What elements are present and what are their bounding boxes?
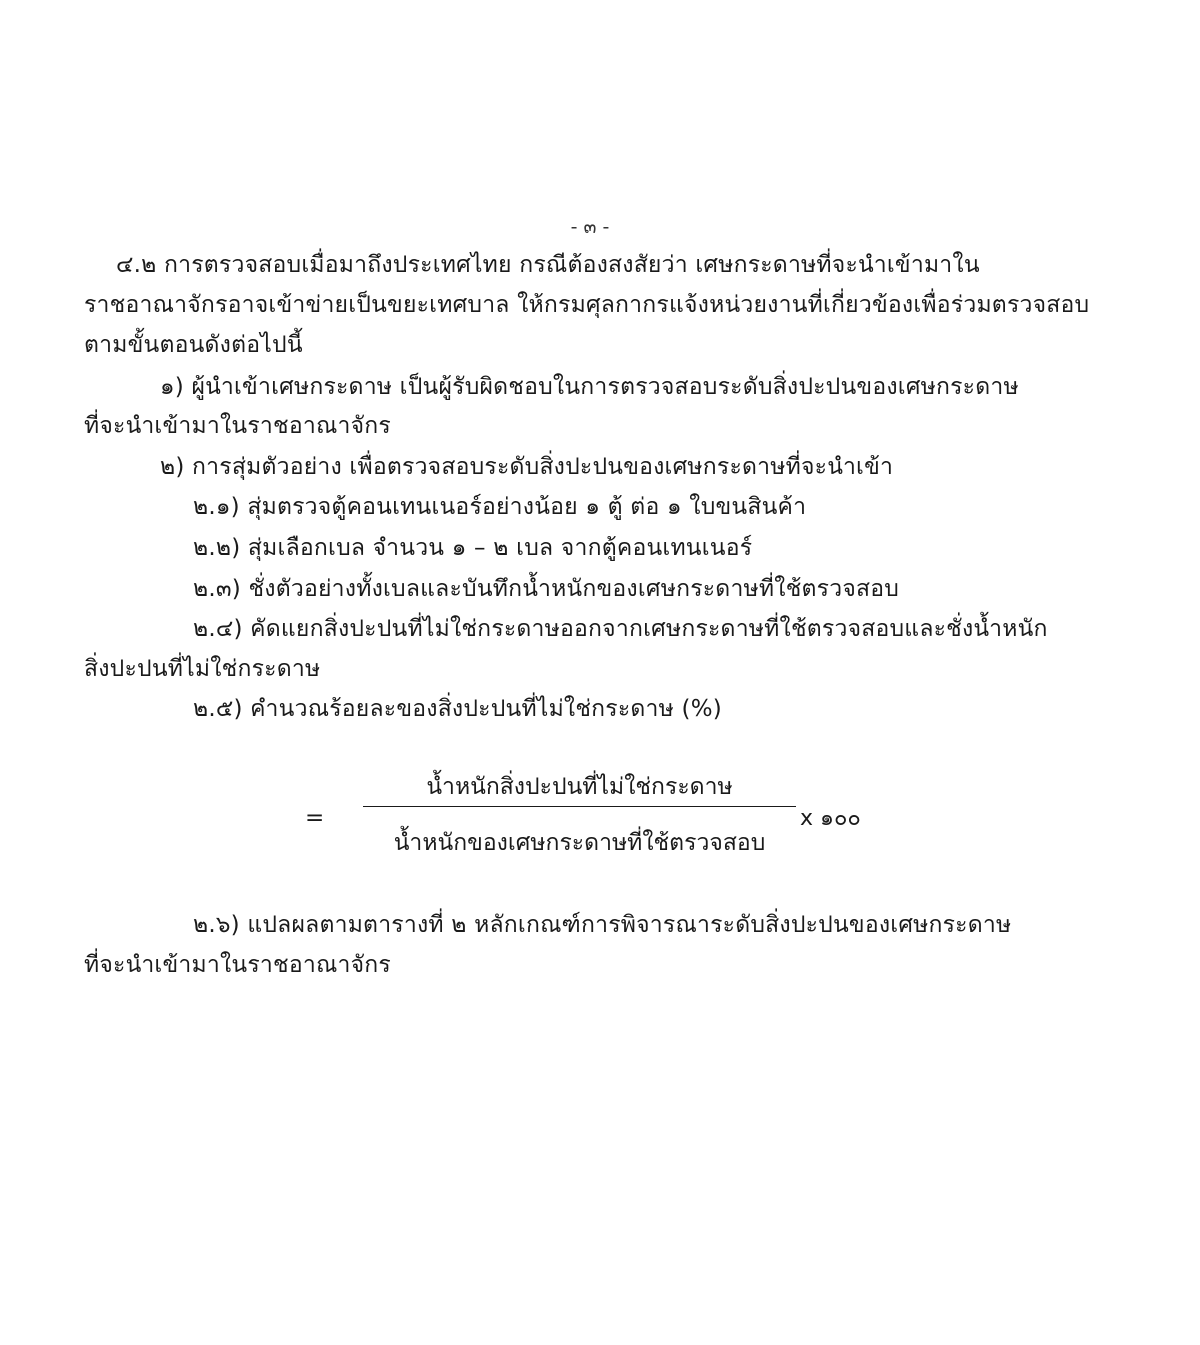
item-2-6-line-1: ๒.๖) แปลผลตามตารางที่ ๒ หลักเกณฑ์การพิจารณาระดับสิ่งปะปนของเศษกระดาษ (193, 912, 1012, 938)
item-2-3: ๒.๓) ชั่งตัวอย่างทั้งเบลและบันทึกน้ำหนักของเศษกระดาษที่ใช้ตรวจสอบ (193, 576, 900, 602)
item-2-6-line-2: ที่จะนำเข้ามาในราชอาณาจักร (84, 952, 391, 978)
item-2-2: ๒.๒) สุ่มเลือกเบล จำนวน ๑ – ๒ เบล จากตู้คอนเทนเนอร์ (193, 535, 753, 561)
section-4-2-line-2: ราชอาณาจักรอาจเข้าข่ายเป็นขยะเทศบาล ให้กรมศุลกากรแจ้งหน่วยงานที่เกี่ยวข้องเพื่อร่วมตรวจสอบ (84, 292, 1090, 318)
item-2-5: ๒.๕) คำนวณร้อยละของสิ่งปะปนที่ไม่ใช่กระดาษ (%) (193, 696, 722, 722)
item-1-line-2: ที่จะนำเข้ามาในราชอาณาจักร (84, 413, 391, 439)
formula-equals-sign: = (305, 805, 325, 831)
section-4-2-line-1: ๔.๒ การตรวจสอบเมื่อมาถึงประเทศไทย กรณีต้องสงสัยว่า เศษกระดาษที่จะนำเข้ามาใน (116, 252, 980, 278)
item-2-1: ๒.๑) สุ่มตรวจตู้คอนเทนเนอร์อย่างน้อย ๑ ตู้ ต่อ ๑ ใบขนสินค้า (193, 494, 807, 520)
formula-fraction-bar (363, 806, 796, 807)
formula-denominator: น้ำหนักของเศษกระดาษที่ใช้ตรวจสอบ (393, 830, 766, 856)
formula-numerator: น้ำหนักสิ่งปะปนที่ไม่ใช่กระดาษ (426, 774, 733, 800)
formula-multiplier: x ๑๐๐ (800, 806, 861, 831)
item-1-line-1: ๑) ผู้นำเข้าเศษกระดาษ เป็นผู้รับผิดชอบในการตรวจสอบระดับสิ่งปะปนของเศษกระดาษ (160, 374, 1019, 400)
item-2-line-1: ๒) การสุ่มตัวอย่าง เพื่อตรวจสอบระดับสิ่งปะปนของเศษกระดาษที่จะนำเข้า (160, 454, 894, 480)
page-number: - ๓ - (570, 216, 610, 238)
item-2-4-line-1: ๒.๔) คัดแยกสิ่งปะปนที่ไม่ใช่กระดาษออกจากเศษกระดาษที่ใช้ตรวจสอบและชั่งน้ำหนัก (193, 616, 1048, 642)
section-4-2-line-3: ตามขั้นตอนดังต่อไปนี้ (84, 332, 303, 358)
item-2-4-line-2: สิ่งปะปนที่ไม่ใช่กระดาษ (84, 656, 321, 682)
